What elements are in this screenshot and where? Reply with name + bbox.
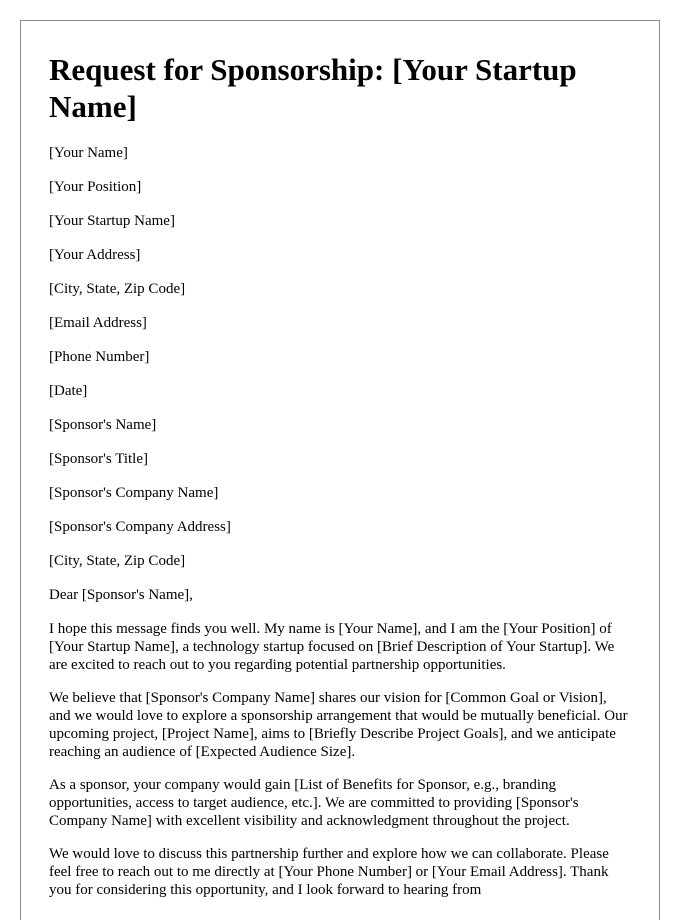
recipient-company: [Sponsor's Company Name] [49,485,219,501]
sender-city-state-zip: [City, State, Zip Code] [49,281,186,297]
sender-phone: [Phone Number] [49,349,150,365]
recipient-city-state-zip: [City, State, Zip Code] [49,553,186,569]
letter-date: [Date] [49,383,88,399]
sender-email: [Email Address] [49,315,147,331]
body-paragraph: I hope this message finds you well. My name is [Your Name], and I am the [Your Position] of [Your Startup Name], a technology startup focused on [Brief Description of Your Startup]. We are excited to reach out to you regarding potential partnership opportunities. [49,621,615,673]
letter-page [20,20,660,920]
body-paragraph: We believe that [Sponsor's Company Name] shares our vision for [Common Goal or Vision], and we would love to explore a sponsorship arrangement that would be mutually beneficial. Our upcoming project, [Project Name], aims to [Briefly Describe Project Goals], and we anticipate reaching an audience of [Expected Audience Size]. [49,690,628,760]
sender-address: [Your Address] [49,247,141,263]
sender-position: [Your Position] [49,179,142,195]
letter-body [49,620,631,899]
sender-name: [Your Name] [49,145,128,161]
letter-title: Request for Sponsorship: [Your Startup Name] [49,52,577,124]
recipient-title: [Sponsor's Title] [49,451,148,467]
recipient-name: [Sponsor's Name] [49,417,157,433]
recipient-block [49,416,631,570]
sender-startup-name: [Your Startup Name] [49,213,175,229]
recipient-company-address: [Sponsor's Company Address] [49,519,231,535]
body-paragraph: We would love to discuss this partnership further and explore how we can collaborate. Please feel free to reach out to me directly at [Your Phone Number] or [Your Email Address]. Thank you for considering this opportunity, and I look forward to hearing from [49,846,609,898]
salutation: Dear [Sponsor's Name], [49,587,193,603]
body-paragraph: As a sponsor, your company would gain [List of Benefits for Sponsor, e.g., branding opportunities, access to target audience, etc.]. We are committed to providing [Sponsor's Company Name] with excellent visibility and acknowledgment throughout the project. [49,777,579,829]
sender-block [49,144,631,400]
